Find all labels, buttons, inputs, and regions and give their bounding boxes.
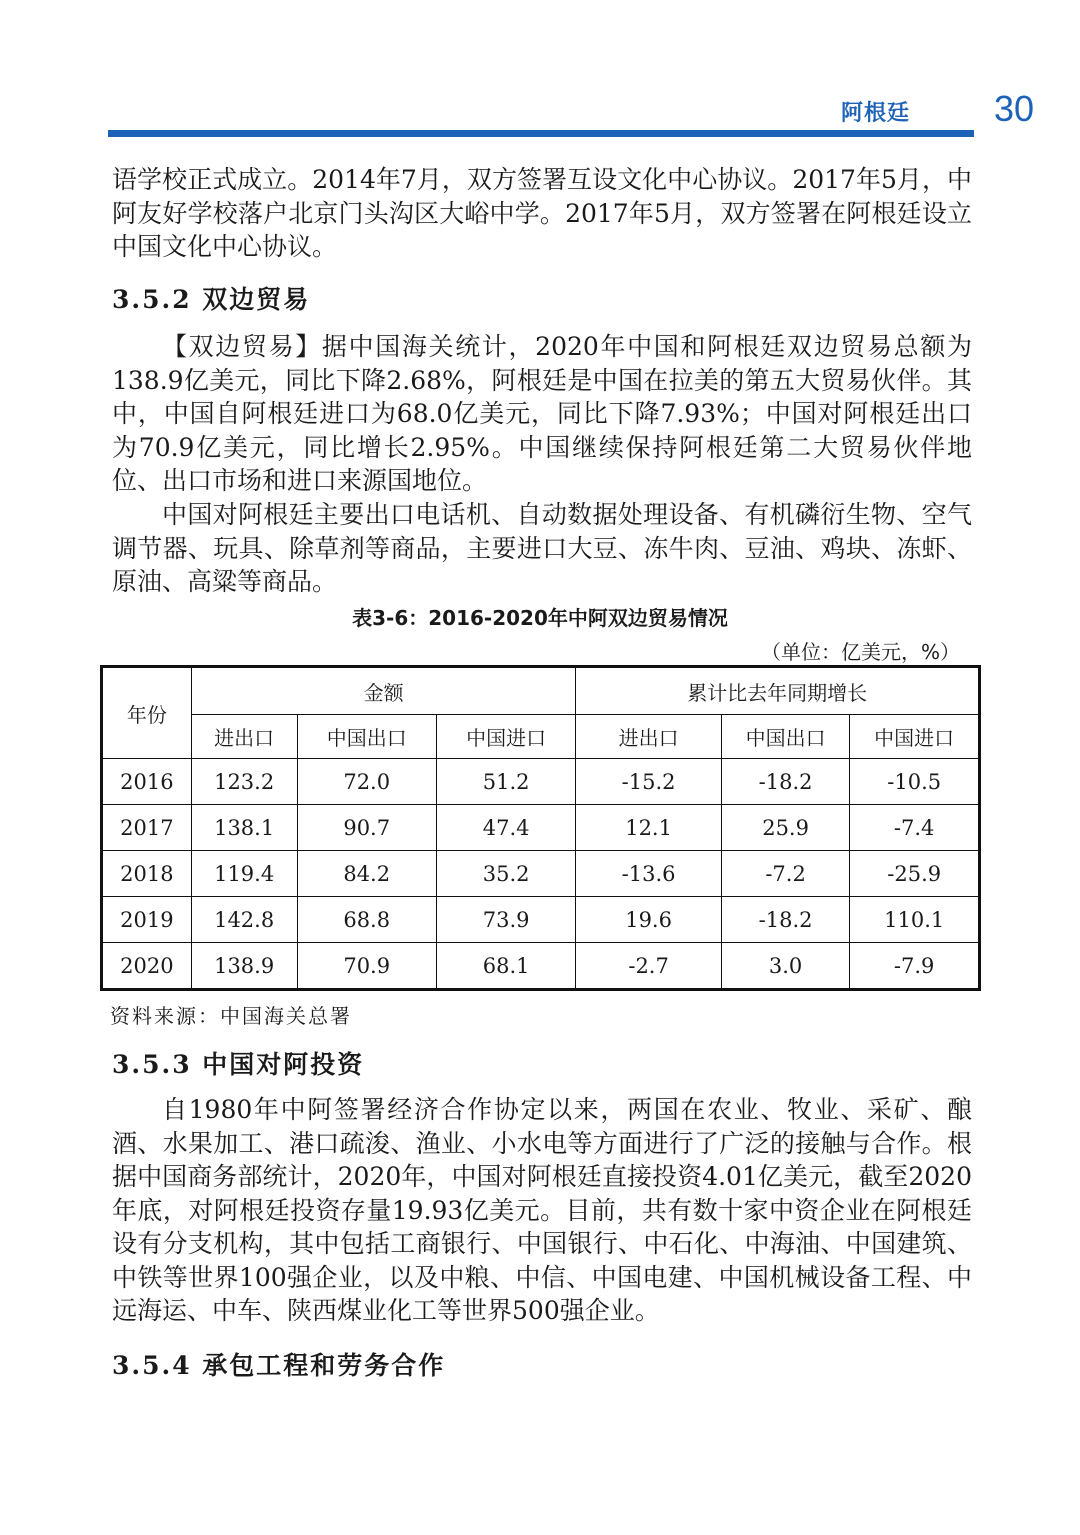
- trade-table: [100, 665, 981, 991]
- table-row: [102, 897, 980, 943]
- table-cell: -10.5: [850, 759, 980, 805]
- table-cell: -2.7: [576, 943, 721, 990]
- investment-paragraph: 自1980年中阿签署经济合作协定以来，两国在农业、牧业、采矿、酿酒、水果加工、港口疏浚、渔业、小水电等方面进行了广泛的接触与合作。根据中国商务部统计，2020年，中国对阿根廷直接投资4.01亿美元，截至2020年底，对阿根廷投资存量19.93亿美元。目前，共有数十家中资企业在阿根廷设有分支机构，其中包括工商银行、中国银行、中石化、中海油、中国建筑、中铁等世界100强企业，以及中粮、中信、中国电建、中国机械设备工程、中远海运、中车、陕西煤业化工等世界500强企业。: [112, 1095, 972, 1325]
- growth-group-header: 累计比去年同期增长: [576, 667, 980, 715]
- table-unit: （单位：亿美元，%）: [760, 640, 960, 664]
- table-cell: 70.9: [297, 943, 436, 990]
- table-cell: 2020: [102, 943, 192, 990]
- table-cell: 2019: [102, 897, 192, 943]
- sub-header: 进出口: [576, 715, 721, 759]
- sub-header: 中国进口: [850, 715, 980, 759]
- table-cell: 73.9: [436, 897, 575, 943]
- year-header: 年份: [102, 667, 192, 759]
- table-cell: -25.9: [850, 851, 980, 897]
- table-cell: -7.4: [850, 805, 980, 851]
- table-cell: 72.0: [297, 759, 436, 805]
- section-heading-trade: 3.5.2 双边贸易: [112, 285, 311, 314]
- table-row: [102, 759, 980, 805]
- table-cell: 90.7: [297, 805, 436, 851]
- table-title: 表3-6：2016-2020年中阿双边贸易情况: [352, 606, 728, 630]
- table-cell: 84.2: [297, 851, 436, 897]
- table-cell: -15.2: [576, 759, 721, 805]
- table-cell: 3.0: [721, 943, 850, 990]
- table-cell: 68.8: [297, 897, 436, 943]
- table-cell: 138.9: [191, 943, 297, 990]
- sub-header: 中国出口: [721, 715, 850, 759]
- header-rule: [108, 130, 974, 137]
- table-cell: -18.2: [721, 897, 850, 943]
- table-cell: -7.2: [721, 851, 850, 897]
- table-row: [102, 805, 980, 851]
- section-heading-investment: 3.5.3 中国对阿投资: [112, 1050, 365, 1079]
- page-number: 30: [993, 88, 1034, 129]
- trade-paragraph-1: 【双边贸易】据中国海关统计，2020年中国和阿根廷双边贸易总额为138.9亿美元，同比下降2.68%，阿根廷是中国在拉美的第五大贸易伙伴。其中，中国自阿根廷进口为68.0亿美元，同比下降7.93%；中国对阿根廷出口为70.9亿美元，同比增长2.95%。中国继续保持阿根廷第二大贸易伙伴地位、出口市场和进口来源国地位。: [112, 332, 972, 495]
- table-source: 资料来源：中国海关总署: [110, 1004, 352, 1028]
- page-header: [108, 86, 1034, 138]
- header-country: 阿根廷: [840, 101, 910, 126]
- table-cell: 138.1: [191, 805, 297, 851]
- table-cell: 123.2: [191, 759, 297, 805]
- table-cell: 119.4: [191, 851, 297, 897]
- table-cell: 19.6: [576, 897, 721, 943]
- sub-header: 中国出口: [297, 715, 436, 759]
- table-cell: -18.2: [721, 759, 850, 805]
- sub-header: 中国进口: [436, 715, 575, 759]
- section-heading-contracting: 3.5.4 承包工程和劳务合作: [112, 1351, 446, 1380]
- trade-paragraph-2: 中国对阿根廷主要出口电话机、自动数据处理设备、有机磷衍生物、空气调节器、玩具、除草剂等商品，主要进口大豆、冻牛肉、豆油、鸡块、冻虾、原油、高粱等商品。: [112, 500, 972, 596]
- table-cell: 68.1: [436, 943, 575, 990]
- intro-paragraph: 语学校正式成立。2014年7月，双方签署互设文化中心协议。2017年5月，中阿友好学校落户北京门头沟区大峪中学。2017年5月，双方签署在阿根廷设立中国文化中心协议。: [112, 165, 972, 261]
- table-cell: 110.1: [850, 897, 980, 943]
- amount-group-header: 金额: [191, 667, 576, 715]
- sub-header: 进出口: [191, 715, 297, 759]
- table-cell: 47.4: [436, 805, 575, 851]
- table-cell: 25.9: [721, 805, 850, 851]
- table-cell: 35.2: [436, 851, 575, 897]
- table-cell: 142.8: [191, 897, 297, 943]
- table-cell: -7.9: [850, 943, 980, 990]
- table-cell: 2016: [102, 759, 192, 805]
- table-row: [102, 851, 980, 897]
- table-cell: 51.2: [436, 759, 575, 805]
- table-cell: 2018: [102, 851, 192, 897]
- table-cell: 12.1: [576, 805, 721, 851]
- table-cell: -13.6: [576, 851, 721, 897]
- table-cell: 2017: [102, 805, 192, 851]
- table-row: [102, 943, 980, 990]
